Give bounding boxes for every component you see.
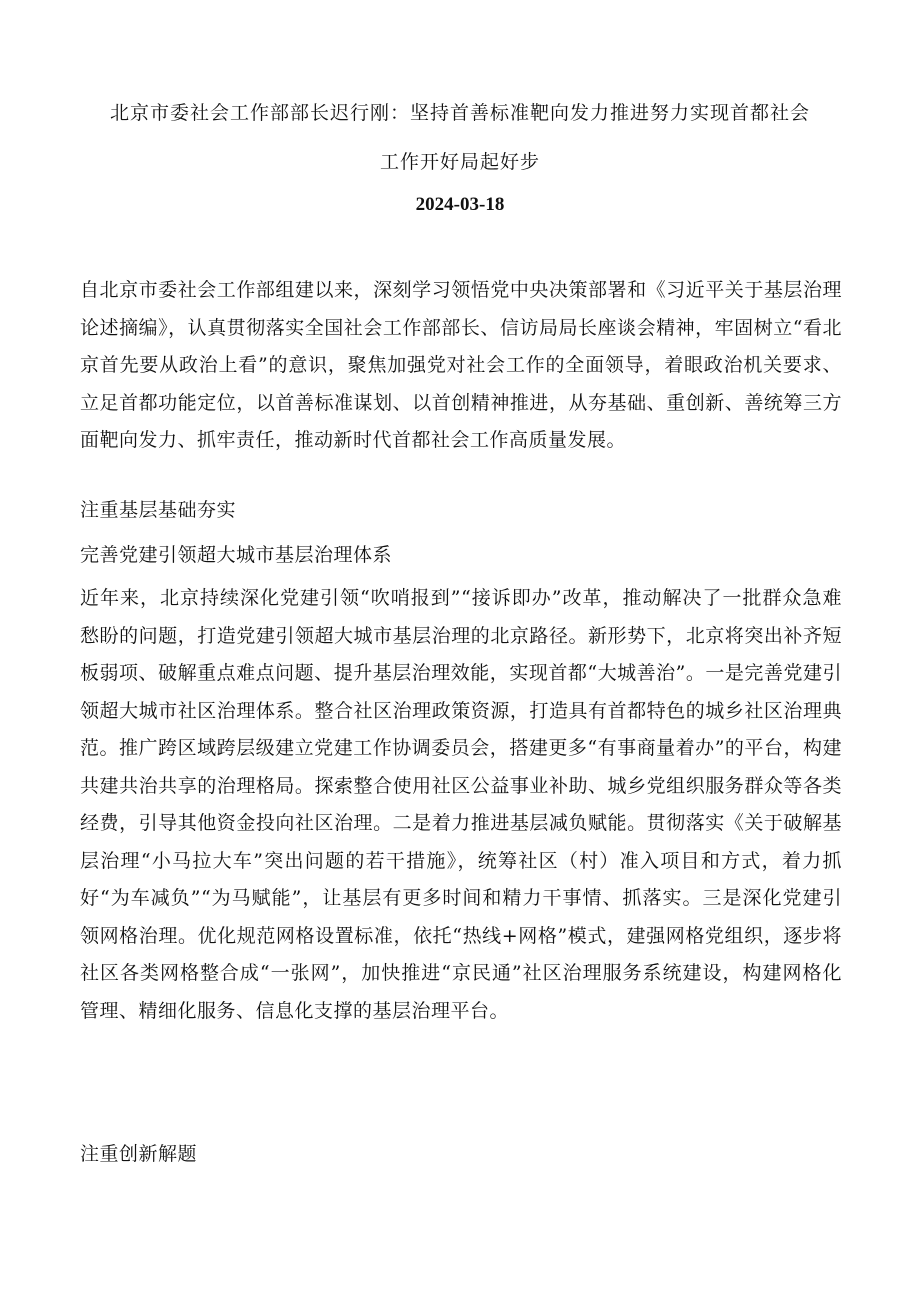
section-heading-2: 注重创新解题 [80,1143,198,1165]
section-heading-1: 注重基层基础夯实 [80,499,237,521]
document-title-line-2: 工作开好局起好步 [379,151,540,173]
document-date: 2024-03-18 [415,194,505,215]
section-subheading-1: 完善党建引领超大城市基层治理体系 [80,544,393,566]
section-body-paragraph-1: 近年来，北京持续深化党建引领“吹哨报到”“接诉即办”改革，推动解决了一批群众急难愁盼的问题，打造党建引领超大城市基层治理的北京路径。新形势下，北京将突出补齐短板弱项、破解重点难点问题、提升基层治理效能，实现首都“大城善治”。一是完善党建引领超大城市社区治理体系。整合社区治理政策资源，打造具有首都特色的城乡社区治理典范。推广跨区域跨层级建立党建工作协调委员会，搭建更多“有事商量着办”的平台，构建共建共治共享的治理格局。探索整合使用社区公益事业补助、城乡党组织服务群众等各类经费，引导其他资金投向社区治理。二是着力推进基层减负赋能。贯彻落实《关于破解基层治理“小马拉大车”突出问题的若干措施》，统筹社区（村）准入项目和方式，着力抓好“为车减负”“为马赋能”，让基层有更多时间和精力干事情、抓落实。三是深化党建引领网格治理。优化规范网格设置标准，依托“热线+网格”模式，建强网格党组织，逐步将社区各类网格整合成“一张网”，加快推进“京民通”社区治理服务系统建设，构建网格化管理、精细化服务、信息化支撑的基层治理平台。 [80,587,842,1022]
document-title-line-1: 北京市委社会工作部部长迟行刚：坚持首善标准靶向发力推进努力实现首都社会 [109,102,810,124]
intro-paragraph: 自北京市委社会工作部组建以来，深刻学习领悟党中央决策部署和《习近平关于基层治理论述摘编》，认真贯彻落实全国社会工作部部长、信访局局长座谈会精神，牢固树立“看北京首先要从政治上看”的意识，聚焦加强党对社会工作的全面领导，着眼政治机关要求、立足首都功能定位，以首善标准谋划、以首创精神推进，从夯基础、重创新、善统筹三方面靶向发力、抓牢责任，推动新时代首都社会工作高质量发展。 [80,279,842,451]
